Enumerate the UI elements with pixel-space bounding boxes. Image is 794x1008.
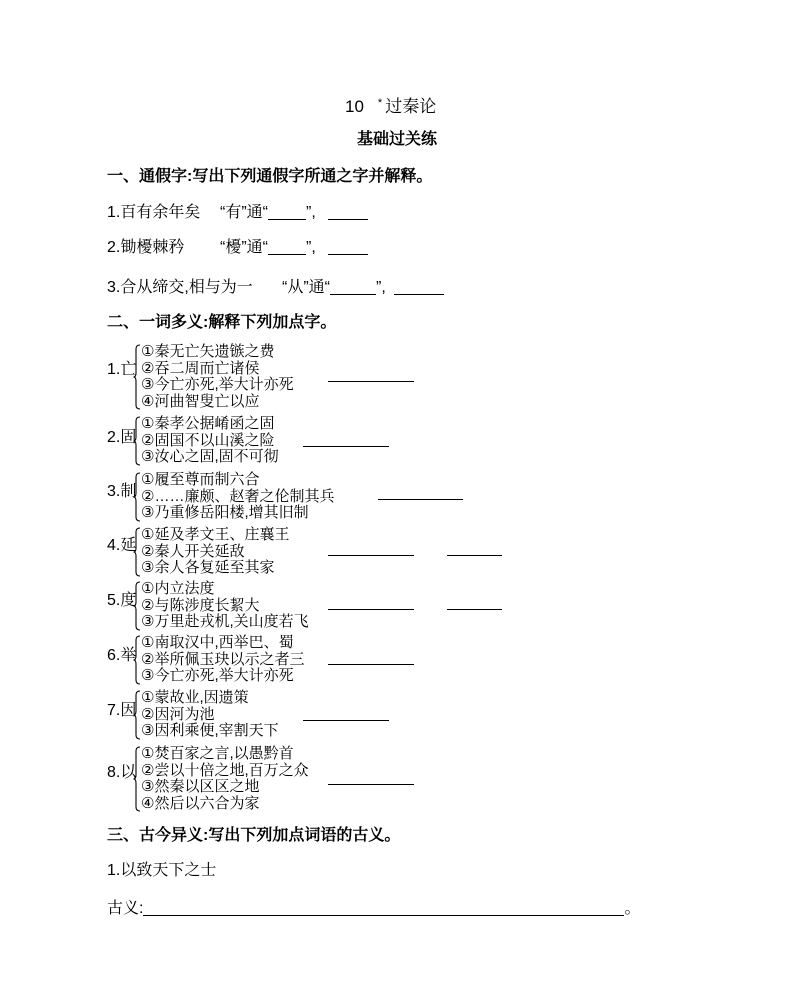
item-lead: 2.锄櫌棘矜	[107, 239, 185, 256]
sense-list	[141, 581, 309, 631]
group-label: 6.举	[107, 647, 137, 664]
sense-item: ③今亡亦死,举大计亦死	[141, 667, 294, 684]
sense-item: ①延及孝文王、庄襄王	[141, 526, 290, 543]
brace-icon	[133, 690, 141, 740]
sense-item: ①南取汉中,西举巴、蜀	[141, 634, 294, 651]
sense-list	[141, 527, 289, 577]
group-label: 5.度	[107, 592, 137, 609]
section3-heading: 三、古今异义:写出下列加点词语的古义。	[107, 827, 401, 844]
item-question	[220, 204, 368, 222]
answer-blank	[378, 499, 463, 500]
lesson-name: 过秦论	[385, 97, 437, 116]
brace-icon	[133, 746, 141, 812]
sense-item: ③余人各复延至其家	[141, 559, 275, 576]
answer-blank	[328, 239, 368, 255]
group-label: 7.因	[107, 702, 137, 719]
answer-blank	[447, 555, 502, 556]
sense-item: ①蒙故业,因遗策	[141, 689, 249, 706]
answer-blank	[328, 204, 368, 220]
sense-item: ①履至尊而制六合	[141, 471, 260, 488]
sense-list	[141, 635, 304, 685]
answer-blank	[328, 664, 414, 665]
answer-blank	[394, 279, 444, 295]
answer-blank	[328, 381, 414, 382]
group-label: 3.制	[107, 483, 137, 500]
answer-blank	[303, 446, 389, 447]
item-quote: “櫌”通“	[220, 239, 268, 256]
sense-item: ②吞二周而亡诸侯	[141, 359, 260, 377]
page-title	[345, 93, 436, 117]
answer-blank	[328, 555, 414, 556]
sense-item: ②秦人开关延敌	[141, 542, 245, 560]
answer-line	[107, 900, 640, 918]
brace-icon	[133, 416, 141, 466]
brace-icon	[133, 527, 141, 577]
sense-item: ③万里赴戎机,关山度若飞	[141, 613, 309, 630]
answer-blank	[330, 279, 376, 295]
sense-item: ①秦孝公据崤函之固	[141, 415, 275, 432]
sense-item: ③乃重修岳阳楼,增其旧制	[141, 504, 309, 521]
answer-blank	[447, 609, 502, 610]
item-close: ”,	[376, 279, 386, 296]
sense-item: ④然后以六合为家	[141, 794, 260, 812]
brace-icon	[133, 344, 141, 410]
group-label: 4.延	[107, 537, 137, 554]
sense-item: ③因利乘便,宰割天下	[141, 722, 279, 739]
group-label: 2.固	[107, 429, 137, 446]
answer-blank	[328, 784, 414, 785]
brace-icon	[133, 581, 141, 631]
page-subtitle: 基础过关练	[357, 131, 438, 148]
answer-label: 古义:	[107, 900, 144, 917]
sense-item: ②与陈涉度长絜大	[141, 596, 260, 614]
item-lead: 3.合从缔交,相与为一	[107, 279, 253, 296]
answer-blank	[268, 239, 306, 255]
answer-blank	[268, 204, 306, 220]
answer-blank	[303, 720, 389, 721]
group-label: 1.亡	[107, 361, 137, 378]
sense-item: ③然秦以区区之地	[141, 778, 260, 795]
sense-item: ②固国不以山溪之险	[141, 431, 275, 449]
item-question	[220, 239, 368, 257]
sense-item: ①秦无亡矢遗镞之费	[141, 343, 275, 360]
section1-heading: 一、通假字:写出下列通假字所通之字并解释。	[107, 168, 433, 185]
lesson-number: 10	[345, 97, 364, 116]
sense-item: ②……廉颇、赵奢之伦制其兵	[141, 487, 335, 505]
section2-heading: 二、一词多义:解释下列加点字。	[107, 314, 337, 331]
sense-list	[141, 416, 279, 466]
sense-item: ①内立法度	[141, 580, 215, 597]
item-close: ”,	[306, 239, 316, 256]
answer-end: 。	[624, 900, 641, 917]
group-label: 8.以	[107, 764, 137, 781]
sense-item: ②因河为池	[141, 705, 215, 723]
sense-item: ①焚百家之言,以愚黔首	[141, 745, 294, 762]
answer-blank	[328, 609, 414, 610]
sense-list	[141, 344, 294, 410]
sense-item: ②举所佩玉玦以示之者三	[141, 650, 305, 668]
brace-icon	[133, 635, 141, 685]
sense-item: ②尝以十倍之地,百万之众	[141, 761, 309, 779]
sense-list	[141, 472, 334, 522]
answer-blank	[143, 900, 624, 916]
item-quote: “从”通“	[282, 279, 330, 296]
sense-item: ③汝心之固,固不可彻	[141, 448, 279, 465]
sense-list	[141, 746, 309, 812]
sense-list	[141, 690, 279, 740]
item-quote: “有”通“	[220, 204, 268, 221]
optional-mark: *	[377, 97, 383, 109]
item-lead: 1.百有余年矣	[107, 204, 201, 221]
sense-item: ③今亡亦死,举大计亦死	[141, 376, 294, 393]
item-close: ”,	[306, 204, 316, 221]
item-lead: 1.以致天下之士	[107, 862, 217, 879]
item-question	[282, 279, 444, 297]
sense-item: ④河曲智叟亡以应	[141, 392, 260, 410]
brace-icon	[133, 472, 141, 522]
